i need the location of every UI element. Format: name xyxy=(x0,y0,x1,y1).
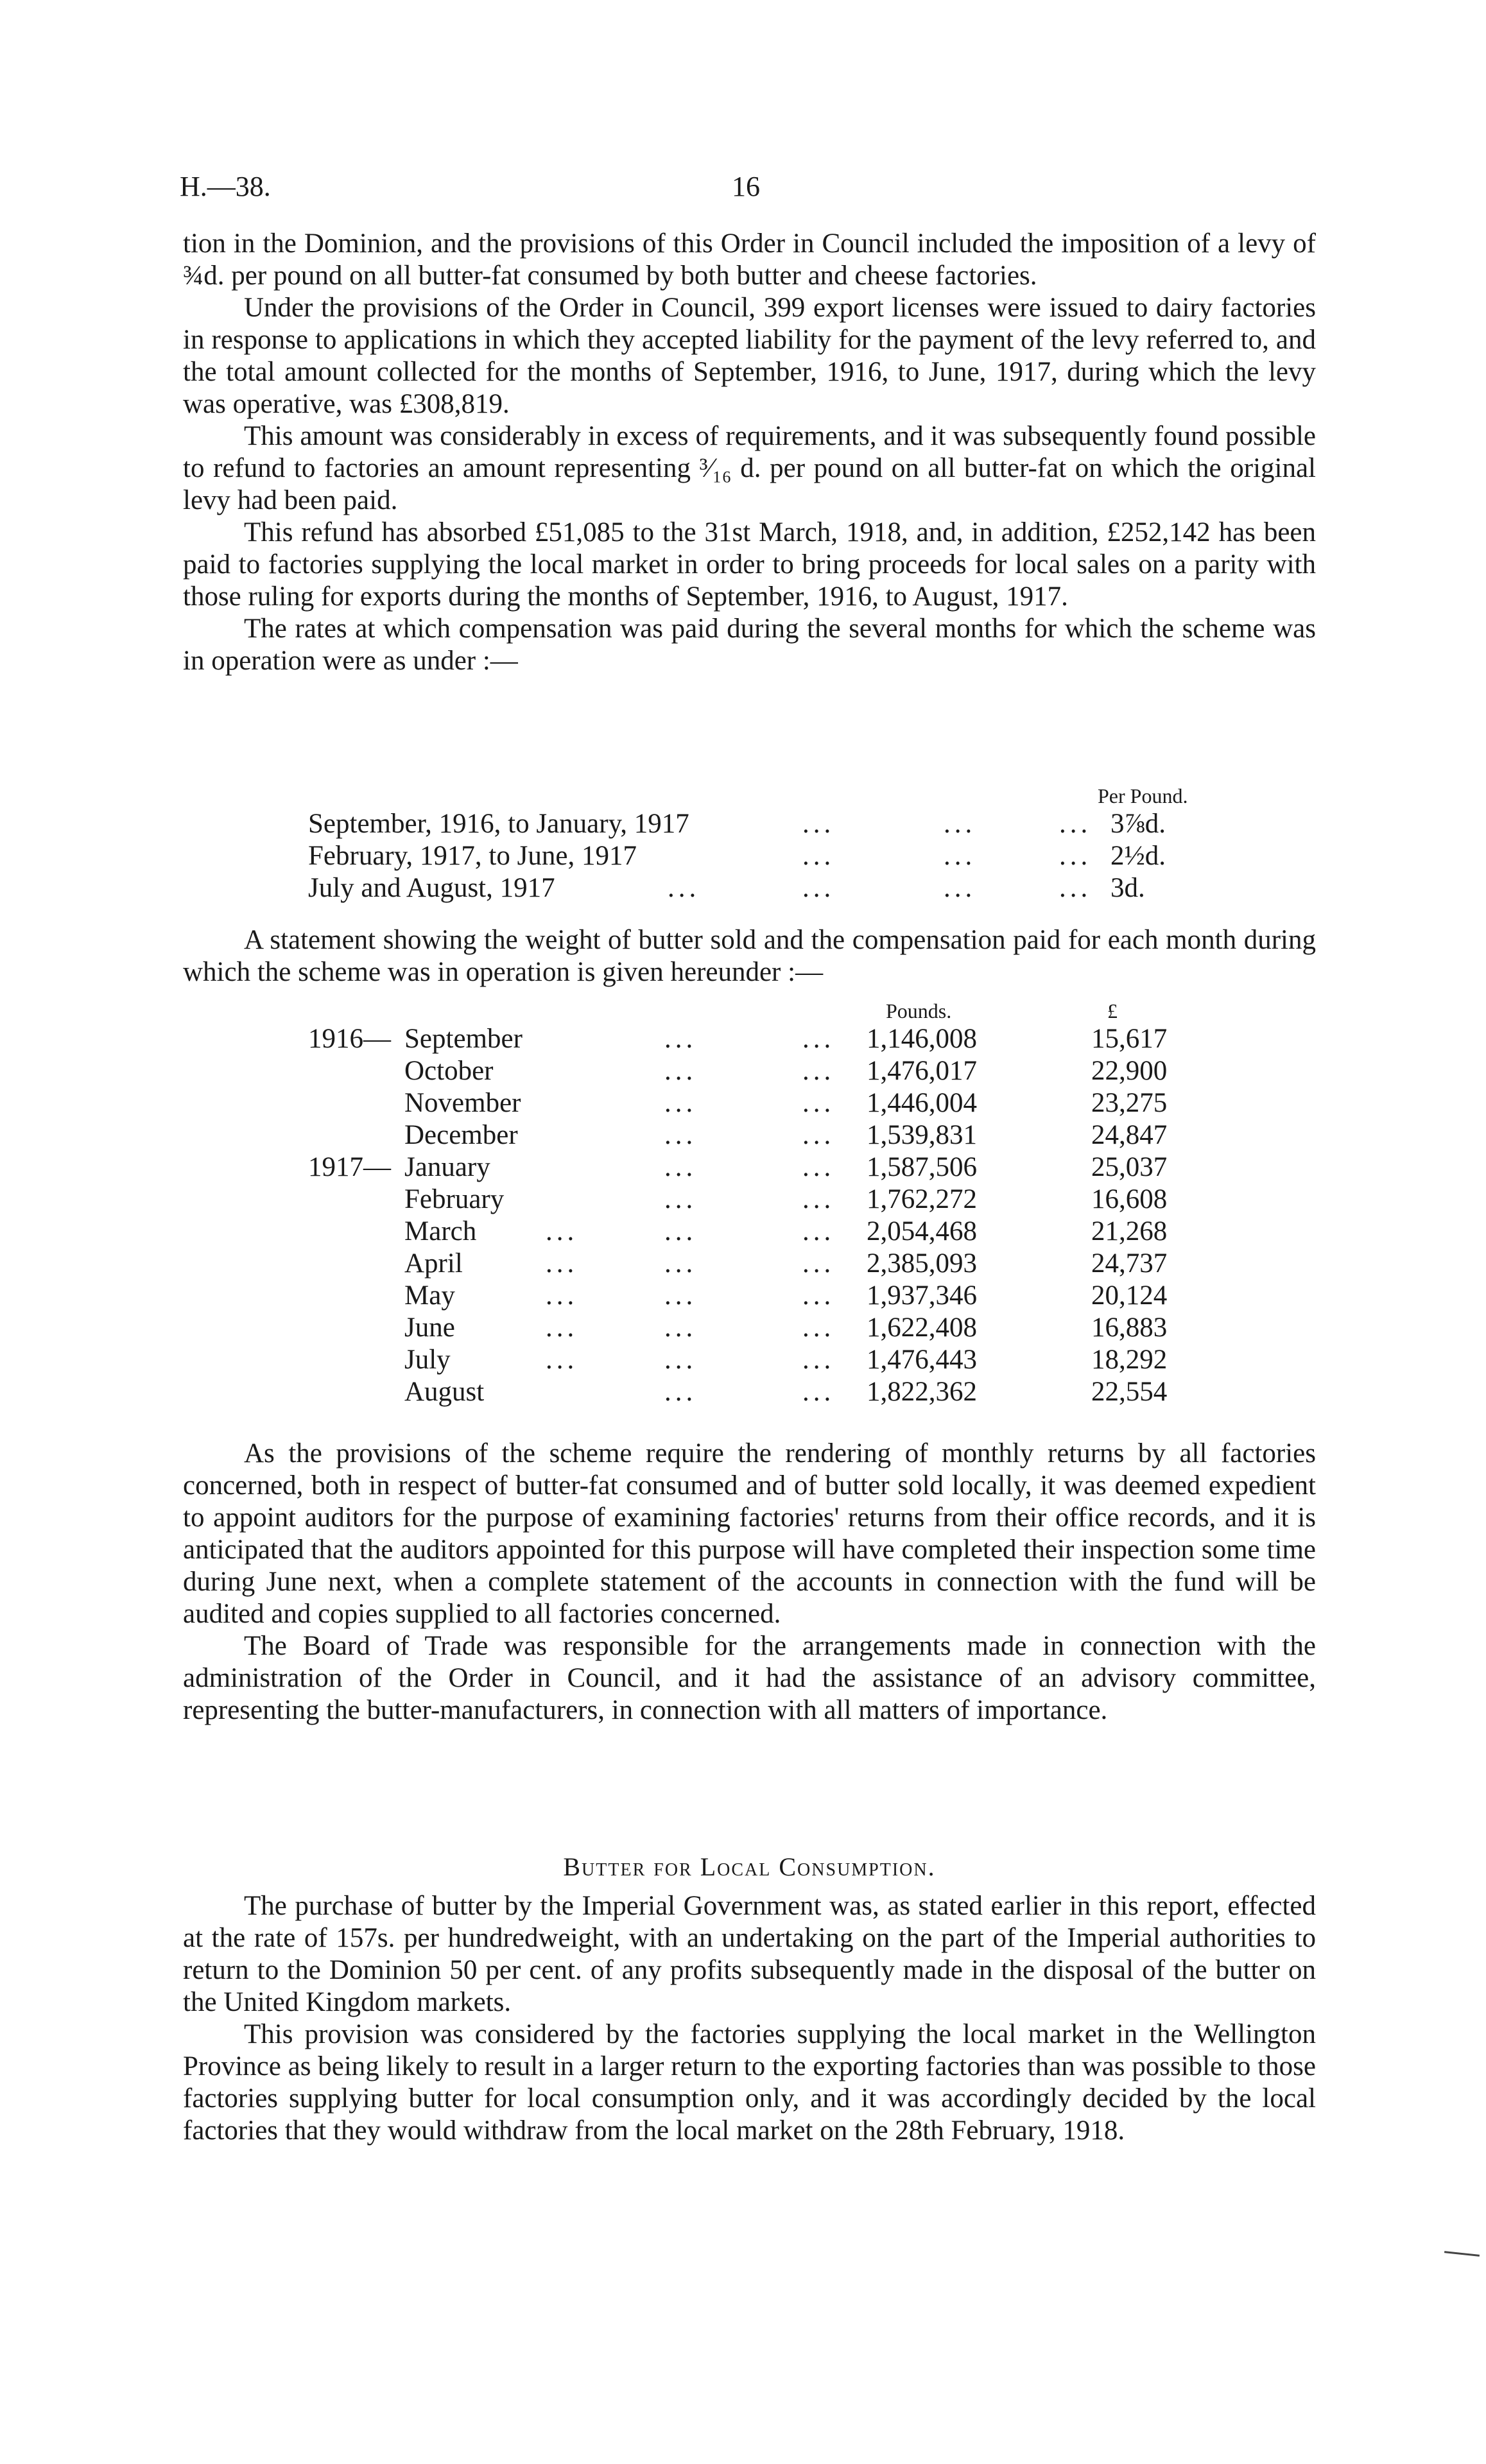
leader-dots: ... xyxy=(802,873,835,903)
row-month: August xyxy=(404,1377,485,1407)
leader-dots: ... xyxy=(1059,809,1092,839)
monthly-row xyxy=(308,1119,1252,1151)
row-amount: 22,554 xyxy=(1091,1377,1168,1407)
monthly-row xyxy=(308,1280,1252,1312)
row-pounds: 2,054,468 xyxy=(867,1216,977,1246)
row-amount: 21,268 xyxy=(1091,1216,1168,1246)
monthly-row xyxy=(308,1248,1252,1280)
rates-row xyxy=(308,840,1252,872)
row-pounds: 1,937,346 xyxy=(867,1280,977,1311)
paragraph: This provision was considered by the factories supplying the local market in the Wellington Province as being likely to result in a larger return to the exporting factories than was possible to those factories supplying butter for local consumption only, and it was accordingly decided by the local factories that they would withdraw from the local market on the 28th February, 1918. xyxy=(183,2019,1316,2146)
paragraph: tion in the Dominion, and the provisions of this Order in Council included the imposition of a levy of ¾d. per pound on all butter-fat consumed by both butter and cheese factories. xyxy=(183,228,1316,291)
row-amount: 25,037 xyxy=(1091,1152,1168,1182)
leader-dots: ... xyxy=(546,1216,578,1246)
rate-value: 3d. xyxy=(1110,873,1145,903)
leader-dots: ... xyxy=(802,1024,835,1054)
row-amount: 22,900 xyxy=(1091,1056,1168,1086)
row-pounds: 1,476,017 xyxy=(867,1056,977,1086)
leader-dots: ... xyxy=(802,1248,835,1279)
row-month: February xyxy=(404,1184,505,1214)
rate-period: July and August, 1917 xyxy=(308,873,555,903)
leader-dots: ... xyxy=(664,1216,697,1246)
row-amount: 16,608 xyxy=(1091,1184,1168,1214)
section-heading: Butter for Local Consumption. xyxy=(563,1852,936,1881)
monthly-row xyxy=(308,1184,1252,1216)
row-month: July xyxy=(404,1345,451,1375)
leader-dots: ... xyxy=(802,1152,835,1182)
row-amount: 16,883 xyxy=(1091,1313,1168,1343)
leader-dots: ... xyxy=(1059,841,1092,871)
monthly-row xyxy=(308,1087,1252,1119)
leader-dots: ... xyxy=(664,1280,697,1311)
rate-period: September, 1916, to January, 1917 xyxy=(308,809,689,839)
leader-dots: ... xyxy=(664,1345,697,1375)
paragraph: As the provisions of the scheme require the rendering of monthly returns by all factories concerned, both in respect of butter-fat consumed and of butter sold locally, it was deemed expedient to appoint auditors for the purpose of examining factories' returns from their office records, and it is anticipated that the auditors appointed for this purpose will have completed their inspection some time during June next, when a complete statement of the accounts in connection with the fund will be audited and copies supplied to all factories concerned. xyxy=(183,1438,1316,1629)
leader-dots: ... xyxy=(546,1248,578,1279)
row-month: June xyxy=(404,1313,455,1343)
monthly-row xyxy=(308,1151,1252,1184)
paragraph: The purchase of butter by the Imperial Government was, as stated earlier in this report, effected at the rate of 157s. per hundredweight, with an undertaking on the part of the Imperial authorities to return to the Dominion 50 per cent. of any profits subsequently made in the disposal of the butter on the United Kingdom markets. xyxy=(183,1891,1316,2017)
middle-paragraphs xyxy=(183,1438,1316,1727)
report-reference: H.—38. xyxy=(180,171,271,202)
pounds-column-header: Pounds. xyxy=(886,999,952,1022)
leader-dots: ... xyxy=(546,1345,578,1375)
row-amount: 15,617 xyxy=(1091,1024,1168,1054)
leader-dots: ... xyxy=(546,1280,578,1311)
paragraph: The rates at which compensation was paid during the several months for which the scheme was in operation were as under :— xyxy=(183,614,1316,676)
rates-table xyxy=(308,780,1252,904)
leader-dots: ... xyxy=(664,1056,697,1086)
row-month: January xyxy=(404,1152,490,1182)
row-amount: 23,275 xyxy=(1091,1088,1168,1118)
rate-period: February, 1917, to June, 1917 xyxy=(308,841,637,871)
paragraph: Under the provisions of the Order in Council, 399 export licenses were issued to dairy factories in response to applications in which they accepted liability for the payment of the levy referred to, and the total amount collected for the months of September, 1916, to June, 1917, during which the levy was operative, was £308,819. xyxy=(183,293,1316,419)
statement-intro xyxy=(183,924,1316,988)
leader-dots: ... xyxy=(664,1184,697,1214)
monthly-row xyxy=(308,1216,1252,1248)
leader-dots: ... xyxy=(802,1184,835,1214)
leader-dots: ... xyxy=(664,1313,697,1343)
page-number: 16 xyxy=(732,171,760,202)
row-pounds: 1,146,008 xyxy=(867,1024,977,1054)
margin-mark xyxy=(1444,2251,1480,2257)
monthly-row xyxy=(308,1055,1252,1087)
leader-dots: ... xyxy=(802,1280,835,1311)
leader-dots: ... xyxy=(802,1216,835,1246)
row-amount: 24,847 xyxy=(1091,1120,1168,1150)
monthly-row xyxy=(308,1023,1252,1055)
leader-dots: ... xyxy=(664,1120,697,1150)
leader-dots: ... xyxy=(944,809,976,839)
row-pounds: 1,476,443 xyxy=(867,1345,977,1375)
paragraph: The Board of Trade was responsible for the arrangements made in connection with the administration of the Order in Council, and it had the assistance of an advisory committee, representing the butter-manufacturers, in connection with all matters of importance. xyxy=(183,1631,1316,1725)
row-amount: 24,737 xyxy=(1091,1248,1168,1279)
leader-dots: ... xyxy=(944,873,976,903)
row-month: March xyxy=(404,1216,477,1246)
paragraph: A statement showing the weight of butter sold and the compensation paid for each month during which the scheme was in operation is given hereunder :— xyxy=(183,925,1316,987)
paragraph: This refund has absorbed £51,085 to the 31st March, 1918, and, in addition, £252,142 has been paid to factories supplying the local market in order to bring proceeds for local sales on a parity with those ruling for exports during the months of September, 1916, to August, 1917. xyxy=(183,517,1316,612)
monthly-rows xyxy=(308,1023,1252,1408)
intro-paragraphs xyxy=(183,228,1316,677)
leader-dots: ... xyxy=(802,1313,835,1343)
leader-dots: ... xyxy=(1059,873,1092,903)
leader-dots: ... xyxy=(664,1024,697,1054)
leader-dots: ... xyxy=(668,873,700,903)
leader-dots: ... xyxy=(802,1120,835,1150)
row-month: April xyxy=(404,1248,463,1279)
leader-dots: ... xyxy=(546,1313,578,1343)
row-pounds: 1,622,408 xyxy=(867,1313,977,1343)
row-month: May xyxy=(404,1280,455,1311)
row-pounds: 1,539,831 xyxy=(867,1120,977,1150)
row-month: December xyxy=(404,1120,518,1150)
row-pounds: 1,762,272 xyxy=(867,1184,977,1214)
leader-dots: ... xyxy=(802,1088,835,1118)
leader-dots: ... xyxy=(664,1152,697,1182)
row-pounds: 2,385,093 xyxy=(867,1248,977,1279)
leader-dots: ... xyxy=(802,1345,835,1375)
row-pounds: 1,446,004 xyxy=(867,1088,977,1118)
rates-row xyxy=(308,872,1252,904)
leader-dots: ... xyxy=(802,809,835,839)
row-amount: 20,124 xyxy=(1091,1280,1168,1311)
row-year: 1917— xyxy=(308,1152,391,1182)
rates-row xyxy=(308,808,1252,840)
row-month: October xyxy=(404,1056,494,1086)
leader-dots: ... xyxy=(802,1377,835,1407)
row-pounds: 1,822,362 xyxy=(867,1377,977,1407)
leader-dots: ... xyxy=(664,1248,697,1279)
bottom-paragraphs xyxy=(183,1890,1316,2147)
compensation-column-header: £ xyxy=(1107,999,1118,1022)
leader-dots: ... xyxy=(802,1056,835,1086)
rate-value: 2½d. xyxy=(1110,841,1166,871)
row-month: September xyxy=(404,1024,523,1054)
leader-dots: ... xyxy=(664,1088,697,1118)
row-pounds: 1,587,506 xyxy=(867,1152,977,1182)
monthly-table xyxy=(308,995,1252,1408)
row-month: November xyxy=(404,1088,521,1118)
paragraph: This amount was considerably in excess of requirements, and it was subsequently found possible to refund to factories an amount representing ³⁄₁₆ d. per pound on all butter-fat on which the original levy had been paid. xyxy=(183,421,1316,515)
leader-dots: ... xyxy=(802,841,835,871)
row-year: 1916— xyxy=(308,1024,391,1054)
row-amount: 18,292 xyxy=(1091,1345,1168,1375)
monthly-row xyxy=(308,1344,1252,1376)
page-header xyxy=(180,170,1316,215)
monthly-row xyxy=(308,1312,1252,1344)
leader-dots: ... xyxy=(664,1377,697,1407)
monthly-row xyxy=(308,1376,1252,1408)
rates-column-header: Per Pound. xyxy=(1098,784,1188,807)
rate-value: 3⅞d. xyxy=(1110,809,1166,839)
leader-dots: ... xyxy=(944,841,976,871)
